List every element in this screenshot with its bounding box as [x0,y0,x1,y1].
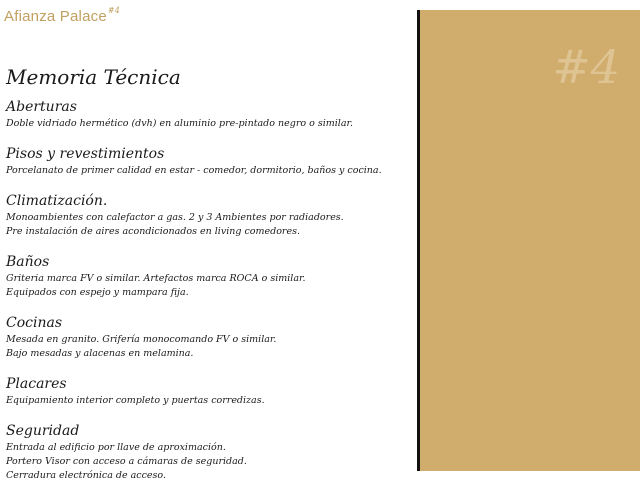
section-text: Equipados con espejo y mampara fija. [6,287,189,298]
section-text: Monoambientes con calefactor a gas. 2 y 3 Ambientes por radiadores. [6,212,344,223]
section-climatizacion [6,193,406,239]
document-content [6,66,406,498]
section-text: Equipamiento interior completo y puertas corredizas. [6,395,265,406]
section-banos [6,254,406,300]
section-text: Portero Visor con acceso a cámaras de seguridad. [6,456,247,467]
page-title: Memoria Técnica [6,65,181,89]
section-heading: Pisos y revestimientos [6,146,165,162]
brand-logo [4,8,119,25]
section-text: Mesada en granito. Grifería monocomando FV o similar. [6,334,277,345]
section-heading: Aberturas [6,99,77,115]
section-heading: Climatización. [6,193,108,209]
section-aberturas [6,99,406,131]
section-text: Pre instalación de aires acondicionados en living comedores. [6,226,300,237]
section-text: Doble vidriado hermético (dvh) en aluminio pre-pintado negro o similar. [6,118,354,129]
section-cocinas [6,315,406,361]
logo-superscript: #4 [107,6,121,15]
section-pisos [6,146,406,178]
section-text: Cerradura electrónica de acceso. [6,470,167,481]
section-heading: Placares [6,376,67,392]
section-placares [6,376,406,408]
section-heading: Cocinas [6,315,63,331]
side-panel [420,10,640,471]
section-seguridad [6,423,406,483]
section-text: Bajo mesadas y alacenas en melamina. [6,348,194,359]
section-text: Entrada al edificio por llave de aproximación. [6,442,226,453]
section-text: Porcelanato de primer calidad en estar - comedor, dormitorio, baños y cocina. [6,165,382,176]
panel-number: #4 [552,40,620,94]
section-text: Griteria marca FV o similar. Artefactos marca ROCA o similar. [6,273,306,284]
logo-text: Afianza Palace [4,8,107,25]
section-heading: Seguridad [6,423,80,439]
section-heading: Baños [6,254,50,270]
